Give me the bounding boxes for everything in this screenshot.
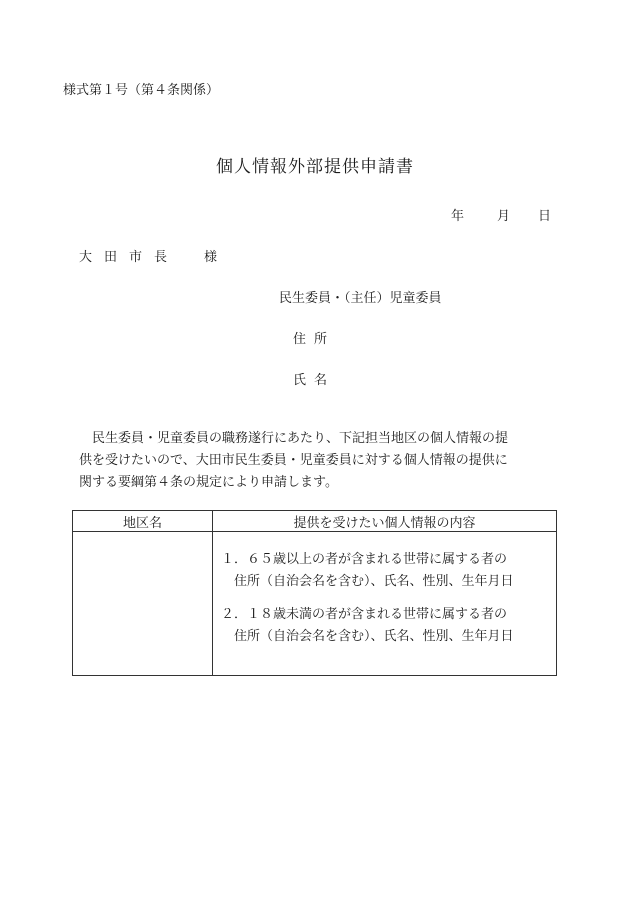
table-row [73, 532, 557, 676]
name-label: 氏名 [293, 373, 336, 388]
item-line: 住所（自治会名を含む）、氏名、性別、生年月日 [234, 574, 514, 589]
body-line: 関する要綱第４条の規定により申請します。 [79, 475, 338, 490]
list-item [221, 604, 556, 648]
date-month-label: 月 [497, 209, 511, 224]
document-title: 個人情報外部提供申請書 [216, 157, 414, 177]
item-line: １．６５歳以上の者が含まれる世帯に属する者の [221, 552, 508, 567]
item-line: ２．１８歳未満の者が含まれる世帯に属する者の [221, 607, 508, 622]
district-header: 地区名 [73, 511, 213, 532]
application-body-text [79, 428, 508, 494]
body-line: 民生委員・児童委員の職務遂行にあたり、下記担当地区の個人情報の提 [79, 431, 509, 446]
table-header-row [73, 511, 557, 532]
address-label: 住所 [293, 332, 336, 347]
item-line: 住所（自治会名を含む）、氏名、性別、生年月日 [234, 629, 514, 644]
content-header: 提供を受けたい個人情報の内容 [213, 511, 557, 532]
information-request-table [72, 510, 557, 676]
date-day-label: 日 [538, 209, 552, 224]
applicant-role: 民生委員・（主任）児童委員 [279, 291, 442, 306]
date-year-label: 年 [451, 209, 465, 224]
list-item [221, 549, 556, 593]
district-input-cell[interactable] [73, 532, 213, 676]
addressee: 大田市長 様 [79, 250, 230, 265]
content-cell [213, 532, 557, 676]
body-line: 供を受けたいので、大田市民生委員・児童委員に対する個人情報の提供に [79, 453, 508, 468]
form-number: 様式第１号（第４条関係） [63, 83, 220, 98]
